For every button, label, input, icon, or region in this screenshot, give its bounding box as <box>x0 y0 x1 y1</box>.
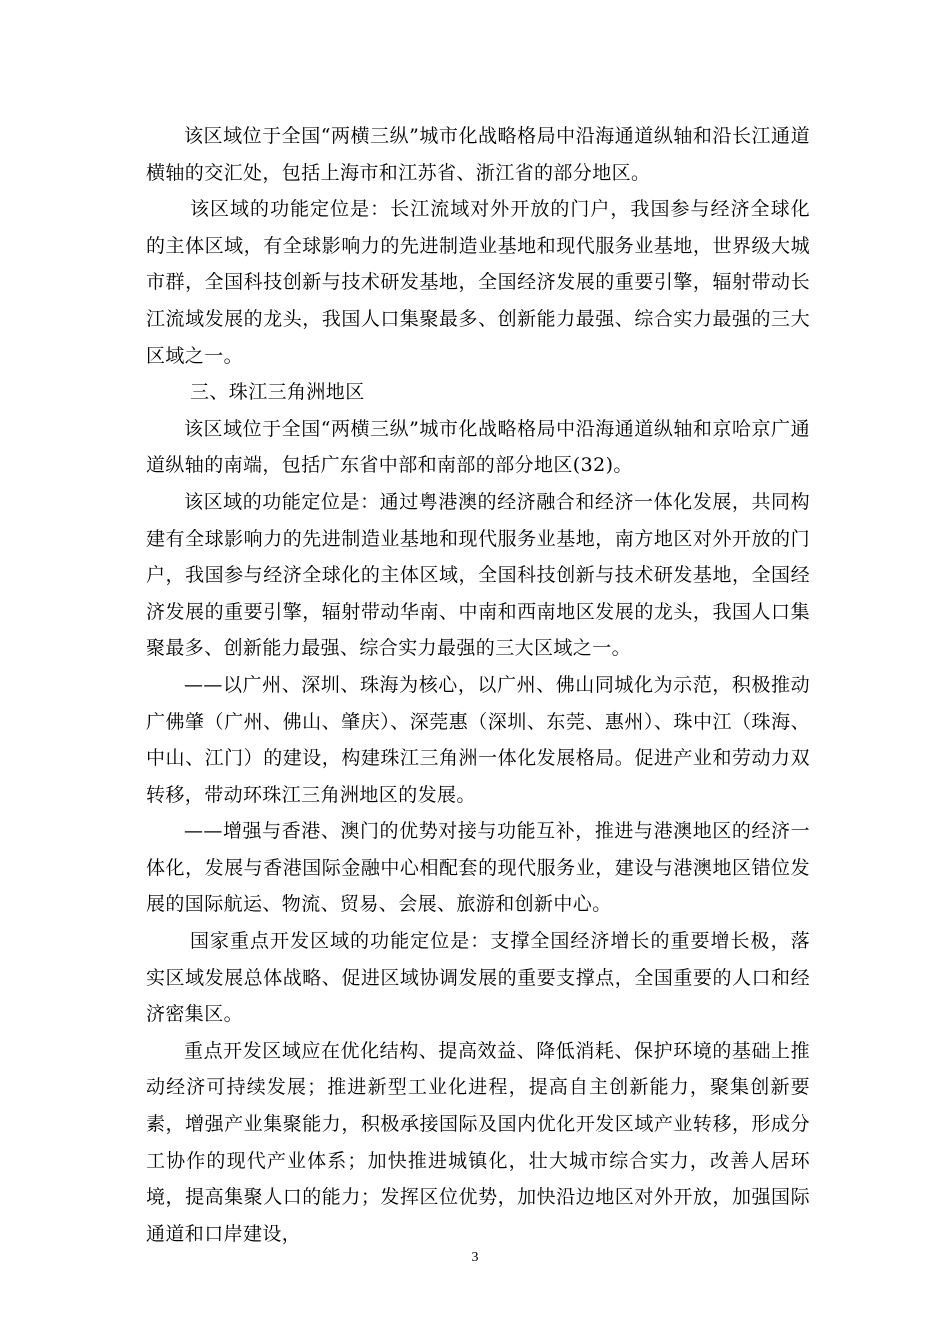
paragraph-key-development-tasks: 重点开发区域应在优化结构、提高效益、降低消耗、保护环境的基础上推动经济可持续发展；推进新型工业化进程，提高自主创新能力，聚集创新要素，增强产业集聚能力，积极承接国际及国内优化开发区域产业转移，形成分工协作的现代产业体系；加快推进城镇化，壮大城市综合实力，改善人居环境，提高集聚人口的能力；发挥区位优势，加快沿边地区对外开放，加强国际通道和口岸建设， <box>146 1039 810 1245</box>
paragraph-prd-core-cities: ——以广州、深圳、珠海为核心，以广州、佛山同城化为示范，积极推动广佛肇（广州、佛山、肇庆）、深莞惠（深圳、东莞、惠州）、珠中江（珠海、中山、江门）的建设，构建珠江三角洲一体化发展格局。促进产业和劳动力双转移，带动环珠江三角洲地区的发展。 <box>146 673 810 806</box>
paragraph-key-development-function: 国家重点开发区域的功能定位是：支撑全国经济增长的重要增长极，落实区域发展总体战略、促进区域协调发展的重要支撑点，全国重要的人口和经济密集区。 <box>146 930 810 1026</box>
paragraph-prd-function: 该区域的功能定位是：通过粤港澳的经济融合和经济一体化发展，共同构建有全球影响力的先进制造业基地和现代服务业基地，南方地区对外开放的门户，我国参与经济全球化的主体区域，全国科技创新与技术研发基地，全国经济发展的重要引擎，辐射带动华南、中南和西南地区发展的龙头，我国人口集聚最多、创新能力最强、综合实力最强的三大区域之一。 <box>146 490 810 660</box>
section-heading-pearl-river-delta: 三、珠江三角洲地区 <box>190 381 365 404</box>
paragraph-yangtze-function: 该区域的功能定位是：长江流域对外开放的门户，我国参与经济全球化的主体区域，有全球影响力的先进制造业基地和现代服务业基地，世界级大城市群，全国科技创新与技术研发基地，全国经济发展的重要引擎，辐射带动长江流域发展的龙头，我国人口集聚最多、创新能力最强、综合实力最强的三大区域之一。 <box>146 198 810 367</box>
paragraph-prd-hk-macau: ——增强与香港、澳门的优势对接与功能互补，推进与港澳地区的经济一体化，发展与香港国际金融中心相配套的现代服务业，建设与港澳地区错位发展的国际航运、物流、贸易、会展、旅游和创新中心。 <box>146 820 810 916</box>
paragraph-prd-location: 该区域位于全国“两横三纵”城市化战略格局中沿海通道纵轴和京哈京广通道纵轴的南端，包括广东省中部和南部的部分地区(32)。 <box>146 417 810 477</box>
paragraph-yangtze-location: 该区域位于全国“两横三纵”城市化战略格局中沿海通道纵轴和沿长江通道横轴的交汇处，包括上海市和江苏省、浙江省的部分地区。 <box>146 125 810 184</box>
page-number: 3 <box>471 1250 479 1265</box>
body-text <box>146 118 810 1252</box>
